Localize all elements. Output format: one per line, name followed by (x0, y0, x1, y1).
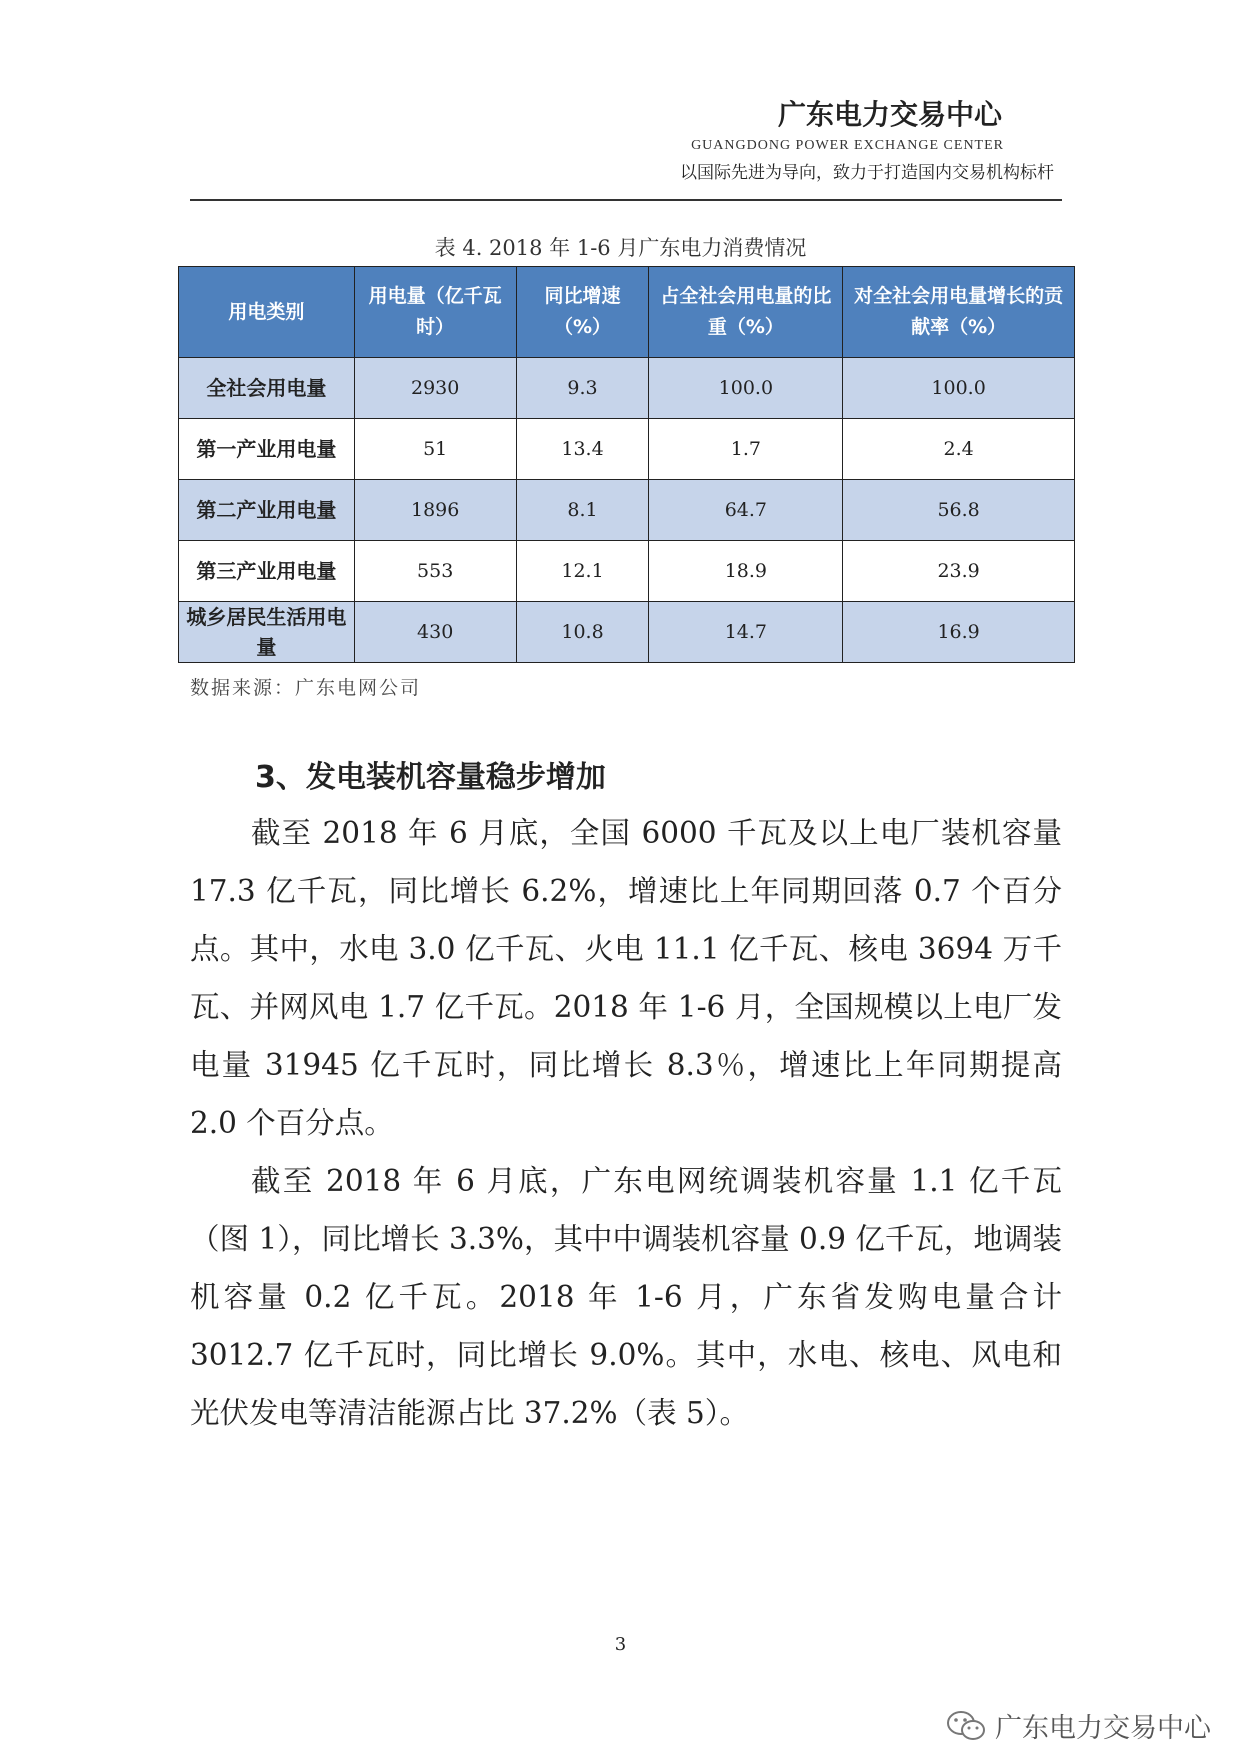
body-paragraph: 截至 2018 年 6 月底，广东电网统调装机容量 1.1 亿千瓦（图 1），同比增长 3.3%，其中中调装机容量 0.9 亿千瓦，地调装机容量 0.2 亿千瓦。2018 年 1-6 月，广东省发购电量合计 3012.7 亿千瓦时，同比增长 9.0%。其中，水电、核电、风电和光伏发电等清洁能源占比 37.2%（表 5）。 (190, 1164, 1062, 1430)
table-cell: 14.7 (649, 602, 843, 663)
table-cell: 16.9 (843, 602, 1075, 663)
table-cell: 9.3 (516, 358, 649, 419)
table-cell: 8.1 (516, 480, 649, 541)
table-row (179, 602, 1075, 663)
slogan: 以国际先进为导向，致力于打造国内交易机构标杆 (680, 163, 1054, 183)
table-row (179, 480, 1075, 541)
table-source-note: 数据来源：广东电网公司 (190, 677, 422, 699)
table-row (179, 541, 1075, 602)
table-cell: 1.7 (649, 419, 843, 480)
table-cell: 1896 (354, 480, 516, 541)
table-cell: 12.1 (516, 541, 649, 602)
section-heading: 3、发电装机容量稳步增加 (255, 760, 606, 795)
table-cell: 10.8 (516, 602, 649, 663)
table-row (179, 358, 1075, 419)
table-cell: 64.7 (649, 480, 843, 541)
table-cell: 全社会用电量 (179, 358, 355, 419)
wechat-icon (945, 1709, 987, 1743)
table-cell: 100.0 (843, 358, 1075, 419)
table-cell: 第二产业用电量 (179, 480, 355, 541)
watermark-text: 广东电力交易中心 (995, 1713, 1211, 1744)
table-cell: 第一产业用电量 (179, 419, 355, 480)
table-cell: 第三产业用电量 (179, 541, 355, 602)
header-divider (190, 199, 1062, 201)
table-cell: 18.9 (649, 541, 843, 602)
column-header: 用电量（亿千瓦时） (354, 267, 516, 358)
page-number: 3 (614, 1634, 627, 1655)
column-header: 同比增速（%） (516, 267, 649, 358)
table-cell: 100.0 (649, 358, 843, 419)
org-name-en: GUANGDONG POWER EXCHANGE CENTER (691, 138, 1004, 153)
table-cell: 城乡居民生活用电量 (179, 602, 355, 663)
table-header-row (179, 267, 1075, 358)
table-cell: 430 (354, 602, 516, 663)
page-header (190, 96, 1062, 188)
table-cell: 553 (354, 541, 516, 602)
column-header: 用电类别 (179, 267, 355, 358)
column-header: 占全社会用电量的比重（%） (649, 267, 843, 358)
watermark (945, 1706, 1211, 1745)
table-caption: 表 4. 2018 年 1-6 月广东电力消费情况 (434, 236, 807, 260)
power-consumption-table (178, 266, 1075, 663)
column-header: 对全社会用电量增长的贡献率（%） (843, 267, 1075, 358)
table-cell: 2930 (354, 358, 516, 419)
table-cell: 23.9 (843, 541, 1075, 602)
table-cell: 2.4 (843, 419, 1075, 480)
org-name: 广东电力交易中心 (777, 98, 1002, 131)
table-cell: 51 (354, 419, 516, 480)
table-cell: 56.8 (843, 480, 1075, 541)
table-cell: 13.4 (516, 419, 649, 480)
table-row (179, 419, 1075, 480)
body-paragraph: 截至 2018 年 6 月底，全国 6000 千瓦及以上电厂装机容量 17.3 亿千瓦，同比增长 6.2%，增速比上年同期回落 0.7 个百分点。其中，水电 3.0 亿千瓦、火电 11.1 亿千瓦、核电 3694 万千瓦、并网风电 1.7 亿千瓦。2018 年 1-6 月，全国规模以上电厂发电量 31945 亿千瓦时，同比增长 8.3％，增速比上年同期提高 2.0 个百分点。 (190, 816, 1062, 1140)
